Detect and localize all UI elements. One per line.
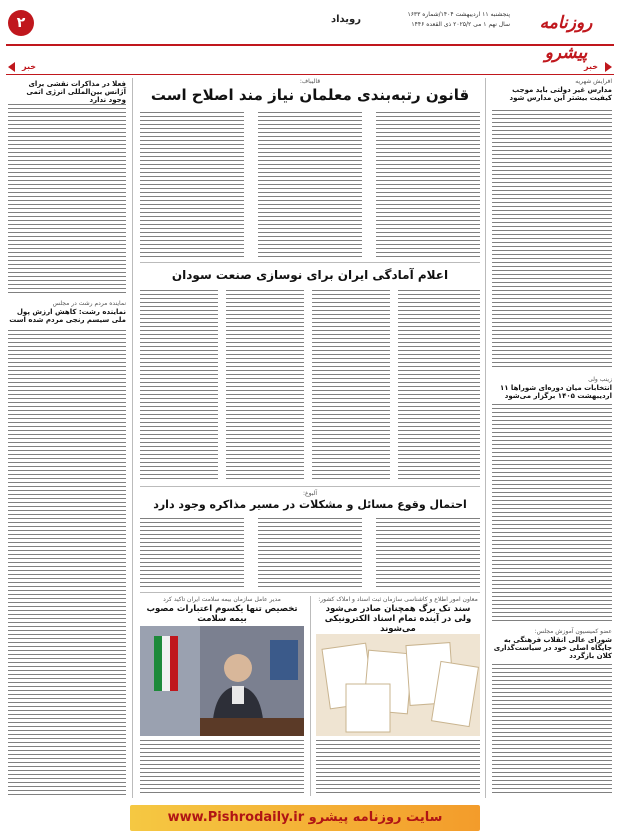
article-body [376,112,480,258]
item-kicker: زینب ولی [588,376,612,383]
item-title: نماینده رشت: کاهش ارزش پول ملی سیسم رنجی مردم شده است [9,308,126,324]
article-body [258,518,362,588]
newspaper-logo: روزنامه پیشرو [539,13,593,63]
divider [140,262,480,263]
article-body [8,104,126,294]
main-headline: قانون رتبه‌بندی معلمان نیاز مند اصلاح است [150,86,470,104]
headline-2: اعلام آمادگی ایران برای نوسازی صنعت سودان [171,268,449,282]
article-body [140,290,218,480]
article-body [316,740,480,796]
kicker-3: آلبوغ: [302,490,317,497]
date-line-2: سال نهم ۱ می ۲۰۲۵/۲ ذی القعده ۱۴۴۶ [411,21,510,28]
column-divider [485,78,486,798]
triangle-icon [605,62,612,72]
bottom-right-title: سند تک برگ همچنان صادر می‌شود ولی در آینده تمام اسناد الکترونیکی می‌شوند [324,604,472,634]
divider [6,74,614,75]
right-section-label: خبر [583,62,598,71]
article-body [140,740,304,796]
date-block [407,10,510,30]
divider [140,592,480,593]
page-number: ۲ [8,10,34,36]
page-header [6,6,614,63]
date-line-1: پنجشنبه ۱۱ اردیبهشت ۱۴۰۴/شماره ۱۶۳۳ [407,11,510,18]
article-body [8,330,126,798]
article-body [312,290,390,480]
headline-3: احتمال وقوع مسائل و مشکلات در مسیر مذاکره وجود دارد [153,498,467,511]
article-body [376,518,480,588]
divider [140,486,480,487]
article-body [398,290,480,480]
article-body [226,290,304,480]
documents-photo [316,634,480,736]
site-banner[interactable] [130,805,480,831]
item-title: انتخابات میان دوره‌ای شوراها ۱۱ اردیبهشت ۱۴۰۵ برگزار می‌شود [499,384,612,400]
main-kicker: قالیباف: [299,78,321,85]
column-divider [132,78,133,798]
left-section-label: خبر [22,62,37,71]
bottom-right-kicker: معاون امور اطلاع و کاشناسی سازمان ثبت اسناد و املاک کشور: [318,596,478,603]
column-divider [310,596,311,796]
site-banner-text: سایت روزنامه پیشرو www.Pishrodaily.ir [167,810,443,825]
official-photo [140,626,304,736]
item-title: فعلا در مذاکرات نقشی برای آژانس بین‌المللی انرژی اتمی وجود ندارد [26,80,126,104]
item-kicker: نماینده مردم رشت در مجلس [52,300,126,307]
item-title: مدارس غیر دولتی باید موجب کیفیت بیشتر این مدارس شود [509,86,612,102]
article-body [140,518,244,588]
item-kicker: عضو کمیسیون آموزش مجلس: [534,628,612,635]
article-body [492,110,612,370]
section-title: رویداد [330,14,362,25]
triangle-icon [8,62,15,72]
bottom-left-kicker: مدیر عامل سازمان بیمه سلامت ایران تاکید کرد [163,596,281,603]
article-body [492,664,612,796]
article-body [258,112,362,258]
item-kicker: افرایش شهریه [575,78,612,85]
bottom-left-title: تخصیص تنها یکسوم اعتبارات مصوب بیمه سلامت [146,604,298,624]
article-body [492,404,612,624]
article-body [140,112,244,258]
item-title: شورای عالی انقلاب فرهنگی به جایگاه اصلی خود در سیاست‌گذاری کلان بازگردد [493,636,612,660]
